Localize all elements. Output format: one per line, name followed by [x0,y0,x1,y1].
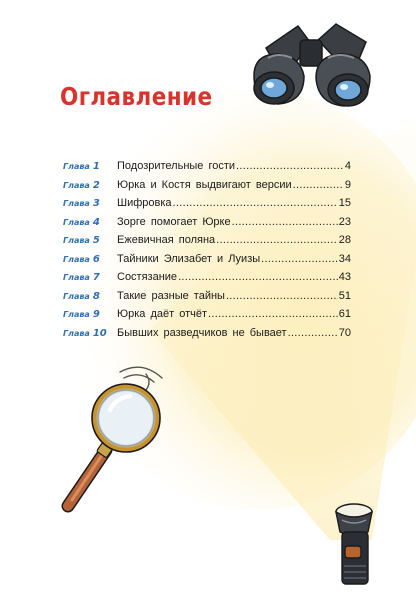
dot-leader [288,324,338,343]
chapter-label [63,288,117,307]
chapter-number: 1 [92,161,100,172]
toc-entry [63,305,351,324]
chapter-title: Зорге помогает Юрке [117,215,231,228]
chapter-title: Такие разные тайны [117,289,225,302]
chapter-word: Глава [63,254,90,264]
chapter-title: Состязание [117,271,178,283]
chapter-word: Глава [63,199,90,208]
chapter-number: 6 [92,253,100,265]
chapter-word: Глава [63,217,90,227]
chapter-word: Глава [63,291,90,301]
chapter-number: 7 [92,272,100,283]
chapter-page-number: 51 [338,289,351,302]
chapter-label [63,195,117,214]
chapter-title: Юрка и Костя выдвигают версии [117,178,292,191]
chapter-title: Ежевичная поляна [117,234,216,246]
chapter-number: 8 [92,290,100,302]
dot-leader [216,231,338,250]
toc-entry [63,213,351,232]
chapter-title: Бывших разведчиков не бывает [117,326,287,339]
chapter-page-number: 34 [338,252,351,265]
chapter-title: Юрка даёт отчёт [117,308,208,320]
dot-leader [178,268,338,287]
chapter-word: Глава [63,328,90,338]
chapter-word: Глава [63,310,90,319]
chapter-label [63,269,117,288]
chapter-word: Глава [63,273,90,282]
toc-entry [63,250,351,269]
chapter-page-number: 23 [338,215,351,228]
chapter-title: Подозрительные гости [117,160,236,172]
dot-leader [261,250,338,269]
chapter-word: Глава [63,180,90,190]
dot-leader [173,194,338,213]
dot-leader [226,287,338,306]
chapter-number: 9 [92,309,100,320]
toc-entry [63,194,351,213]
chapter-label [63,306,117,325]
magnifying-glass-icon [54,360,184,520]
toc-entry [63,268,351,287]
dot-leader [232,213,338,232]
chapter-number: 3 [92,198,100,209]
chapter-page-number: 28 [338,234,351,246]
chapter-number: 5 [92,235,100,246]
dot-leader [208,305,338,324]
chapter-label [63,214,117,233]
chapter-number: 10 [92,327,107,339]
toc-entry [63,176,351,195]
binoculars-icon [248,18,378,130]
table-of-contents [63,157,351,342]
page-title: Оглавление [60,82,213,111]
chapter-page-number: 15 [338,197,351,209]
chapter-label [63,158,117,177]
chapter-label [63,177,117,196]
chapter-page-number: 70 [338,326,351,339]
chapter-label [63,325,117,344]
chapter-number: 4 [92,216,100,228]
chapter-page-number: 4 [344,160,351,172]
dot-leader [236,157,344,176]
chapter-number: 2 [92,179,100,191]
chapter-title: Шифровка [117,197,172,209]
chapter-title: Тайники Элизабет и Луизы [117,252,261,265]
chapter-page-number: 9 [344,178,351,191]
toc-entry [63,231,351,250]
chapter-page-number: 43 [338,271,351,283]
chapter-word: Глава [63,236,90,245]
chapter-page-number: 61 [338,308,351,320]
chapter-label [63,232,117,251]
flashlight-icon [326,500,386,592]
chapter-label [63,251,117,270]
toc-entry [63,287,351,306]
dot-leader [293,176,344,195]
chapter-word: Глава [63,162,90,171]
toc-entry [63,324,351,343]
toc-entry [63,157,351,176]
